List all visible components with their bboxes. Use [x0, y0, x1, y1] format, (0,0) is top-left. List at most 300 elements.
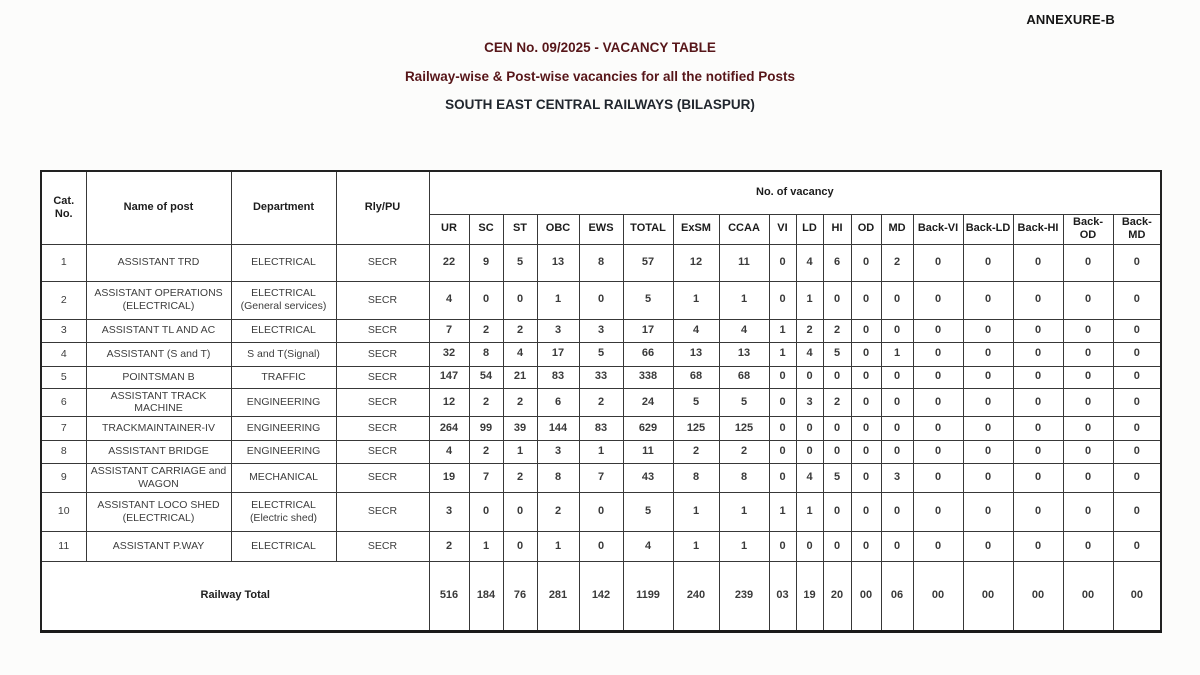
cell-st: 4 [503, 342, 537, 366]
cell-back-hi: 0 [1013, 492, 1063, 531]
cell-post-name: ASSISTANT P.WAY [86, 531, 231, 561]
cell-ews: 33 [579, 366, 623, 388]
cell-od: 0 [851, 440, 881, 463]
cell-rly-pu: SECR [336, 463, 429, 492]
column-header-hi: HI [823, 214, 851, 244]
cell-ld: 0 [796, 416, 823, 440]
cell-back-md: 0 [1113, 342, 1161, 366]
cell-cat-no: 10 [41, 492, 86, 531]
cell-od: 0 [851, 342, 881, 366]
cell-ur: 264 [429, 416, 469, 440]
cell-ur: 19 [429, 463, 469, 492]
cell-back-md: 0 [1113, 416, 1161, 440]
cell-hi: 6 [823, 244, 851, 281]
cell-back-md: 0 [1113, 388, 1161, 416]
cell-md: 0 [881, 281, 913, 319]
cell-st: 2 [503, 388, 537, 416]
cell-back-vi: 0 [913, 388, 963, 416]
cell-back-ld: 0 [963, 463, 1013, 492]
cell-back-vi: 0 [913, 366, 963, 388]
cell-exsm: 125 [673, 416, 719, 440]
cell-ld: 4 [796, 342, 823, 366]
cell-st: 39 [503, 416, 537, 440]
cell-exsm: 1 [673, 492, 719, 531]
column-header-total: TOTAL [623, 214, 673, 244]
cell-vi: 0 [769, 366, 796, 388]
cell-back-ld: 0 [963, 366, 1013, 388]
cell-back-vi: 0 [913, 244, 963, 281]
cell-obc: 144 [537, 416, 579, 440]
total-obc: 281 [537, 561, 579, 631]
annexure-label: ANNEXURE-B [1026, 12, 1115, 27]
column-header-vi: VI [769, 214, 796, 244]
cell-department: TRAFFIC [231, 366, 336, 388]
cell-ccaa: 5 [719, 388, 769, 416]
cell-ews: 5 [579, 342, 623, 366]
cell-ccaa: 4 [719, 319, 769, 342]
cell-post-name: TRACKMAINTAINER-IV [86, 416, 231, 440]
cell-sc: 0 [469, 492, 503, 531]
cell-back-od: 0 [1063, 366, 1113, 388]
cell-back-od: 0 [1063, 531, 1113, 561]
column-header-ur: UR [429, 214, 469, 244]
total-back-md: 00 [1113, 561, 1161, 631]
cell-back-md: 0 [1113, 463, 1161, 492]
column-group-header-no-of-vacancy: No. of vacancy [429, 171, 1161, 214]
total-st: 76 [503, 561, 537, 631]
cell-department: MECHANICAL [231, 463, 336, 492]
column-header-st: ST [503, 214, 537, 244]
total-exsm: 240 [673, 561, 719, 631]
cell-back-od: 0 [1063, 342, 1113, 366]
cell-rly-pu: SECR [336, 492, 429, 531]
cell-back-md: 0 [1113, 531, 1161, 561]
cell-back-od: 0 [1063, 319, 1113, 342]
cell-rly-pu: SECR [336, 440, 429, 463]
cell-md: 2 [881, 244, 913, 281]
cell-vi: 0 [769, 388, 796, 416]
cell-post-name: POINTSMAN B [86, 366, 231, 388]
cell-rly-pu: SECR [336, 281, 429, 319]
total-back-ld: 00 [963, 561, 1013, 631]
cell-od: 0 [851, 244, 881, 281]
cell-rly-pu: SECR [336, 531, 429, 561]
railway-total-label: Railway Total [41, 561, 429, 631]
total-sc: 184 [469, 561, 503, 631]
cell-hi: 5 [823, 342, 851, 366]
cell-back-vi: 0 [913, 463, 963, 492]
cell-post-name: ASSISTANT LOCO SHED (ELECTRICAL) [86, 492, 231, 531]
total-back-od: 00 [1063, 561, 1113, 631]
column-header-obc: OBC [537, 214, 579, 244]
cell-back-vi: 0 [913, 440, 963, 463]
cell-hi: 0 [823, 440, 851, 463]
total-ld: 19 [796, 561, 823, 631]
cell-ews: 0 [579, 492, 623, 531]
column-header-md: MD [881, 214, 913, 244]
cell-back-ld: 0 [963, 244, 1013, 281]
table-row [41, 388, 1161, 416]
cell-obc: 2 [537, 492, 579, 531]
cell-sc: 2 [469, 319, 503, 342]
document-title: CEN No. 09/2025 - VACANCY TABLE [484, 40, 716, 55]
cell-back-hi: 0 [1013, 319, 1063, 342]
column-header-sc: SC [469, 214, 503, 244]
cell-od: 0 [851, 531, 881, 561]
cell-ld: 1 [796, 281, 823, 319]
cell-total: 17 [623, 319, 673, 342]
cell-st: 0 [503, 531, 537, 561]
cell-ld: 3 [796, 388, 823, 416]
cell-od: 0 [851, 319, 881, 342]
cell-ld: 0 [796, 531, 823, 561]
total-back-vi: 00 [913, 561, 963, 631]
cell-back-hi: 0 [1013, 366, 1063, 388]
table-row [41, 463, 1161, 492]
cell-cat-no: 2 [41, 281, 86, 319]
table-row [41, 281, 1161, 319]
cell-ur: 4 [429, 440, 469, 463]
cell-back-hi: 0 [1013, 342, 1063, 366]
cell-hi: 0 [823, 281, 851, 319]
cell-sc: 54 [469, 366, 503, 388]
cell-hi: 0 [823, 366, 851, 388]
cell-back-md: 0 [1113, 366, 1161, 388]
cell-vi: 1 [769, 492, 796, 531]
cell-obc: 8 [537, 463, 579, 492]
table-row [41, 416, 1161, 440]
cell-od: 0 [851, 463, 881, 492]
vacancy-table [40, 170, 1162, 633]
cell-department: ELECTRICAL [231, 319, 336, 342]
cell-sc: 0 [469, 281, 503, 319]
cell-rly-pu: SECR [336, 366, 429, 388]
cell-total: 4 [623, 531, 673, 561]
cell-back-ld: 0 [963, 531, 1013, 561]
cell-md: 0 [881, 440, 913, 463]
cell-rly-pu: SECR [336, 388, 429, 416]
railway-name-heading: SOUTH EAST CENTRAL RAILWAYS (BILASPUR) [445, 97, 755, 112]
cell-hi: 0 [823, 531, 851, 561]
cell-rly-pu: SECR [336, 244, 429, 281]
column-header-ews: EWS [579, 214, 623, 244]
cell-st: 0 [503, 281, 537, 319]
cell-back-hi: 0 [1013, 463, 1063, 492]
table-row [41, 492, 1161, 531]
cell-exsm: 1 [673, 281, 719, 319]
column-header-od: OD [851, 214, 881, 244]
cell-hi: 0 [823, 492, 851, 531]
cell-hi: 2 [823, 319, 851, 342]
cell-st: 2 [503, 319, 537, 342]
cell-ccaa: 1 [719, 492, 769, 531]
cell-obc: 3 [537, 319, 579, 342]
cell-vi: 1 [769, 319, 796, 342]
cell-ews: 3 [579, 319, 623, 342]
vacancy-table-footer [41, 561, 1161, 631]
cell-back-od: 0 [1063, 492, 1113, 531]
cell-ccaa: 2 [719, 440, 769, 463]
cell-md: 1 [881, 342, 913, 366]
cell-md: 0 [881, 366, 913, 388]
cell-obc: 17 [537, 342, 579, 366]
cell-cat-no: 4 [41, 342, 86, 366]
total-vi: 03 [769, 561, 796, 631]
cell-post-name: ASSISTANT TL AND AC [86, 319, 231, 342]
cell-rly-pu: SECR [336, 342, 429, 366]
cell-sc: 99 [469, 416, 503, 440]
cell-ews: 83 [579, 416, 623, 440]
cell-sc: 2 [469, 440, 503, 463]
cell-back-hi: 0 [1013, 244, 1063, 281]
cell-department: ENGINEERING [231, 416, 336, 440]
cell-back-ld: 0 [963, 388, 1013, 416]
cell-ccaa: 68 [719, 366, 769, 388]
cell-back-ld: 0 [963, 319, 1013, 342]
cell-ews: 1 [579, 440, 623, 463]
cell-department: ELECTRICAL (General services) [231, 281, 336, 319]
total-ccaa: 239 [719, 561, 769, 631]
cell-ews: 2 [579, 388, 623, 416]
cell-total: 5 [623, 281, 673, 319]
cell-back-md: 0 [1113, 281, 1161, 319]
cell-back-ld: 0 [963, 416, 1013, 440]
cell-total: 57 [623, 244, 673, 281]
column-header-department: Department [231, 171, 336, 244]
cell-od: 0 [851, 492, 881, 531]
cell-post-name: ASSISTANT TRACK MACHINE [86, 388, 231, 416]
cell-ur: 4 [429, 281, 469, 319]
column-header-rly-pu: Rly/PU [336, 171, 429, 244]
cell-back-hi: 0 [1013, 388, 1063, 416]
cell-sc: 7 [469, 463, 503, 492]
cell-ur: 3 [429, 492, 469, 531]
cell-hi: 2 [823, 388, 851, 416]
cell-sc: 8 [469, 342, 503, 366]
cell-back-md: 0 [1113, 440, 1161, 463]
column-header-back-ld: Back-LD [963, 214, 1013, 244]
vacancy-table-body [41, 244, 1161, 561]
cell-back-od: 0 [1063, 440, 1113, 463]
document-subtitle: Railway-wise & Post-wise vacancies for all the notified Posts [404, 69, 796, 84]
cell-md: 0 [881, 492, 913, 531]
table-row [41, 440, 1161, 463]
cell-vi: 0 [769, 463, 796, 492]
cell-obc: 1 [537, 281, 579, 319]
cell-od: 0 [851, 281, 881, 319]
cell-exsm: 13 [673, 342, 719, 366]
cell-vi: 0 [769, 416, 796, 440]
cell-ews: 0 [579, 281, 623, 319]
cell-back-vi: 0 [913, 531, 963, 561]
cell-post-name: ASSISTANT TRD [86, 244, 231, 281]
cell-post-name: ASSISTANT OPERATIONS (ELECTRICAL) [86, 281, 231, 319]
cell-post-name: ASSISTANT CARRIAGE and WAGON [86, 463, 231, 492]
cell-total: 43 [623, 463, 673, 492]
cell-ld: 4 [796, 244, 823, 281]
cell-od: 0 [851, 388, 881, 416]
cell-back-od: 0 [1063, 281, 1113, 319]
cell-cat-no: 5 [41, 366, 86, 388]
cell-od: 0 [851, 416, 881, 440]
cell-ccaa: 8 [719, 463, 769, 492]
cell-cat-no: 8 [41, 440, 86, 463]
cell-od: 0 [851, 366, 881, 388]
cell-back-vi: 0 [913, 342, 963, 366]
cell-obc: 13 [537, 244, 579, 281]
cell-exsm: 5 [673, 388, 719, 416]
cell-back-vi: 0 [913, 492, 963, 531]
cell-back-md: 0 [1113, 244, 1161, 281]
cell-md: 0 [881, 319, 913, 342]
cell-back-vi: 0 [913, 416, 963, 440]
cell-department: ENGINEERING [231, 440, 336, 463]
cell-post-name: ASSISTANT (S and T) [86, 342, 231, 366]
cell-obc: 83 [537, 366, 579, 388]
cell-back-md: 0 [1113, 319, 1161, 342]
cell-ews: 7 [579, 463, 623, 492]
cell-md: 0 [881, 388, 913, 416]
cell-md: 3 [881, 463, 913, 492]
railway-total-row [41, 561, 1161, 631]
cell-st: 21 [503, 366, 537, 388]
column-header-back-md: Back-MD [1113, 214, 1161, 244]
cell-department: S and T(Signal) [231, 342, 336, 366]
cell-ld: 0 [796, 366, 823, 388]
cell-ews: 0 [579, 531, 623, 561]
cell-ur: 2 [429, 531, 469, 561]
cell-back-od: 0 [1063, 416, 1113, 440]
cell-back-hi: 0 [1013, 281, 1063, 319]
cell-ccaa: 1 [719, 531, 769, 561]
cell-ccaa: 11 [719, 244, 769, 281]
cell-ur: 147 [429, 366, 469, 388]
cell-back-od: 0 [1063, 244, 1113, 281]
table-row [41, 531, 1161, 561]
cell-total: 338 [623, 366, 673, 388]
cell-rly-pu: SECR [336, 319, 429, 342]
cell-cat-no: 11 [41, 531, 86, 561]
cell-vi: 0 [769, 440, 796, 463]
column-header-ccaa: CCAA [719, 214, 769, 244]
cell-sc: 9 [469, 244, 503, 281]
cell-ur: 32 [429, 342, 469, 366]
cell-hi: 5 [823, 463, 851, 492]
cell-md: 0 [881, 531, 913, 561]
cell-hi: 0 [823, 416, 851, 440]
cell-exsm: 1 [673, 531, 719, 561]
cell-back-hi: 0 [1013, 440, 1063, 463]
cell-ews: 8 [579, 244, 623, 281]
total-total: 1199 [623, 561, 673, 631]
total-back-hi: 00 [1013, 561, 1063, 631]
cell-ccaa: 13 [719, 342, 769, 366]
cell-ld: 1 [796, 492, 823, 531]
vacancy-table-header [41, 171, 1161, 244]
cell-back-ld: 0 [963, 281, 1013, 319]
total-md: 06 [881, 561, 913, 631]
column-header-back-vi: Back-VI [913, 214, 963, 244]
cell-exsm: 8 [673, 463, 719, 492]
cell-cat-no: 7 [41, 416, 86, 440]
cell-exsm: 12 [673, 244, 719, 281]
cell-ld: 2 [796, 319, 823, 342]
cell-back-vi: 0 [913, 319, 963, 342]
cell-back-ld: 0 [963, 342, 1013, 366]
cell-st: 0 [503, 492, 537, 531]
total-od: 00 [851, 561, 881, 631]
cell-back-ld: 0 [963, 440, 1013, 463]
cell-ur: 12 [429, 388, 469, 416]
column-header-cat-no: Cat. No. [41, 171, 86, 244]
cell-back-hi: 0 [1013, 531, 1063, 561]
cell-obc: 6 [537, 388, 579, 416]
cell-cat-no: 9 [41, 463, 86, 492]
cell-department: ENGINEERING [231, 388, 336, 416]
cell-back-ld: 0 [963, 492, 1013, 531]
cell-post-name: ASSISTANT BRIDGE [86, 440, 231, 463]
total-ur: 516 [429, 561, 469, 631]
table-row [41, 319, 1161, 342]
cell-st: 2 [503, 463, 537, 492]
column-header-ld: LD [796, 214, 823, 244]
total-ews: 142 [579, 561, 623, 631]
cell-ur: 22 [429, 244, 469, 281]
cell-exsm: 2 [673, 440, 719, 463]
cell-vi: 0 [769, 281, 796, 319]
cell-back-od: 0 [1063, 388, 1113, 416]
cell-st: 1 [503, 440, 537, 463]
cell-ccaa: 125 [719, 416, 769, 440]
cell-total: 11 [623, 440, 673, 463]
column-header-exsm: ExSM [673, 214, 719, 244]
cell-rly-pu: SECR [336, 416, 429, 440]
cell-vi: 0 [769, 531, 796, 561]
cell-ccaa: 1 [719, 281, 769, 319]
cell-department: ELECTRICAL [231, 244, 336, 281]
column-header-back-hi: Back-HI [1013, 214, 1063, 244]
cell-obc: 3 [537, 440, 579, 463]
cell-cat-no: 6 [41, 388, 86, 416]
cell-department: ELECTRICAL (Electric shed) [231, 492, 336, 531]
table-row [41, 342, 1161, 366]
cell-obc: 1 [537, 531, 579, 561]
total-hi: 20 [823, 561, 851, 631]
cell-md: 0 [881, 416, 913, 440]
cell-cat-no: 3 [41, 319, 86, 342]
cell-total: 5 [623, 492, 673, 531]
cell-exsm: 4 [673, 319, 719, 342]
cell-department: ELECTRICAL [231, 531, 336, 561]
table-row [41, 366, 1161, 388]
cell-back-md: 0 [1113, 492, 1161, 531]
column-header-back-od: Back-OD [1063, 214, 1113, 244]
cell-st: 5 [503, 244, 537, 281]
cell-vi: 1 [769, 342, 796, 366]
cell-sc: 2 [469, 388, 503, 416]
cell-vi: 0 [769, 244, 796, 281]
column-header-post-name: Name of post [86, 171, 231, 244]
cell-total: 66 [623, 342, 673, 366]
cell-back-vi: 0 [913, 281, 963, 319]
cell-total: 629 [623, 416, 673, 440]
cell-exsm: 68 [673, 366, 719, 388]
cell-sc: 1 [469, 531, 503, 561]
cell-total: 24 [623, 388, 673, 416]
cell-ld: 4 [796, 463, 823, 492]
header-row-main [41, 171, 1161, 214]
cell-back-od: 0 [1063, 463, 1113, 492]
